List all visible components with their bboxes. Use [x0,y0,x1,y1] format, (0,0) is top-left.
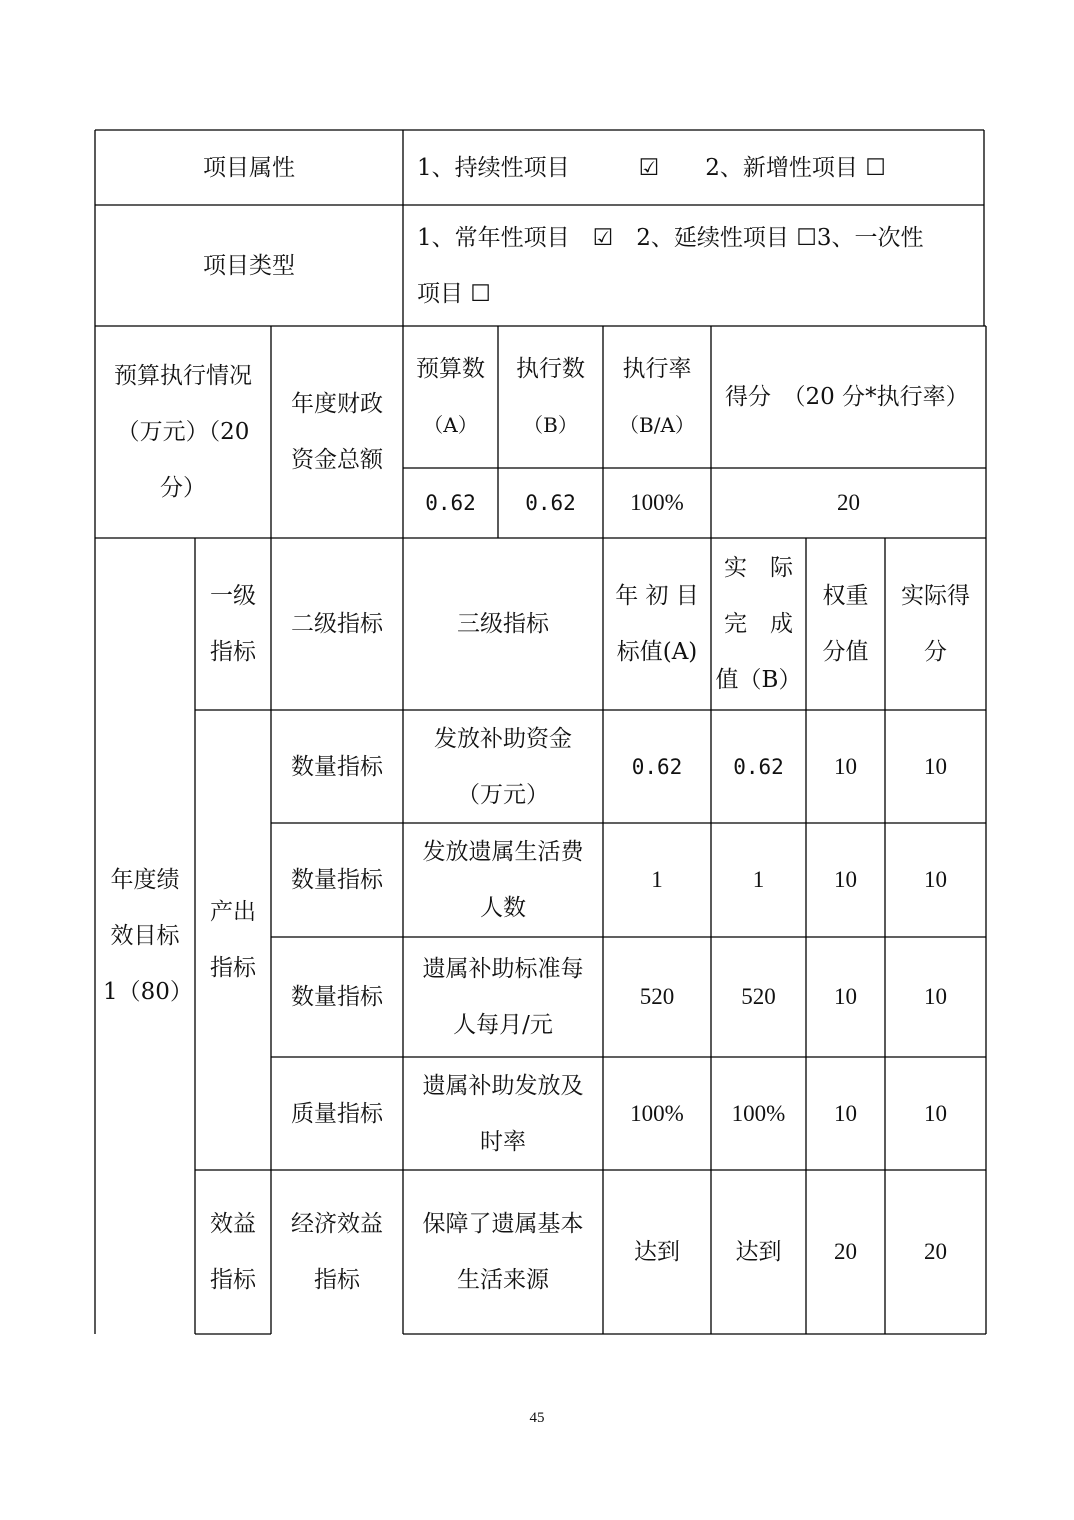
weight-header-line1: 权重 [822,583,869,609]
project-attribute-value-text: 1、持续性项目 ☑ 2、新增性项目 ☐ [417,154,886,181]
row4-level3-line2: 时率 [480,1128,526,1155]
table-row-3-level3 [403,937,603,1057]
execution-amount-header [498,326,603,468]
row4-score-text: 10 [924,1100,947,1126]
row1-weight-text: 10 [834,753,857,779]
table-row-3-target [603,937,711,1057]
row5-level2-line2: 指标 [314,1267,360,1293]
score-value-text: 20 [837,490,860,515]
budget-label-line1: 预算执行情况 [114,363,252,389]
table-row-3-score [885,937,986,1057]
perf-label-line2: 效目标 [110,923,180,949]
row5-level3-line2: 生活来源 [457,1267,549,1293]
row2-level2-text: 数量指标 [291,867,383,893]
row1-score-text: 10 [924,753,947,779]
row2-level3-line2: 人数 [480,895,526,921]
table-row-3-level2 [271,937,403,1057]
fund-label-line1: 年度财政 [291,391,383,417]
table-row-5-level2 [271,1170,403,1334]
row1-target-text: 0.62 [631,754,683,779]
row1-level2-text: 数量指标 [291,753,383,780]
execution-rate-value-text: 100% [630,490,684,515]
table-row-3-weight [806,937,885,1057]
row3-level3-line2: 人每月/元 [453,1012,553,1038]
actual-header-line1: 实 际 [724,555,793,581]
table-row-1-actual [711,710,806,823]
budget-amount-header-text: 预算数 [416,356,485,382]
level1-indicator-header [195,538,271,710]
project-type-label [95,205,403,326]
target-header-line2: 标值(A) [616,639,698,665]
table-row-2-actual [711,823,806,937]
row5-level3-line1: 保障了遗属基本 [422,1211,584,1237]
project-type-value [403,205,984,326]
row5-actual-text: 达到 [735,1239,782,1265]
project-attribute-value [403,130,984,205]
budget-label-line2: （万元）（20 [116,419,250,445]
project-attribute-label [95,130,403,205]
output-group-line2: 指标 [210,955,256,981]
budget-amount-value [403,468,498,538]
row2-target-text: 1 [651,867,663,892]
row3-actual-text: 520 [741,984,776,1009]
row1-level3-line2: （万元） [457,781,549,808]
execution-amount-header-text: 执行数 [516,356,585,382]
output-indicator-group [195,710,271,1170]
row5-level2-line1: 经济效益 [291,1211,383,1237]
table-row-4-level3 [403,1057,603,1170]
execution-rate-header [603,326,711,468]
actual-score-header [885,538,986,710]
level2-header-text: 二级指标 [291,611,383,637]
level3-header-text: 三级指标 [457,611,549,637]
table-row-2-target [603,823,711,937]
execution-rate-value [603,468,711,538]
weight-header-line2: 分值 [822,639,869,665]
actual-score-header-line2: 分 [924,639,947,665]
execution-amount-header-sub: （B） [523,413,578,437]
table-row-1-weight [806,710,885,823]
output-group-line1: 产出 [210,899,256,925]
actual-header-line2: 完 成 [724,611,793,637]
actual-score-header-line1: 实际得 [901,583,970,609]
table-row-1-level3 [403,710,603,823]
execution-amount-value [498,468,603,538]
row4-target-text: 100% [630,1100,684,1126]
row5-target-text: 达到 [634,1239,680,1265]
level2-indicator-header [271,538,403,710]
table-row-5-level3 [403,1170,603,1334]
score-value [711,468,986,538]
benefit-indicator-group [195,1170,271,1334]
annual-performance-label [95,538,195,1334]
table-row-1-score [885,710,986,823]
perf-label-line1: 年度绩 [110,867,180,893]
row2-level3-line1: 发放遗属生活费 [422,839,584,865]
row1-level3-line1: 发放补助资金 [434,725,572,752]
row1-actual-text: 0.62 [733,754,784,779]
page-number: 45 [529,1410,545,1426]
table-row-5-score [885,1170,986,1334]
budget-execution-label [95,326,271,538]
project-type-value-line1: 1、常年性项目 ☑ 2、延续性项目 ☐3、一次性 [417,224,924,251]
table-row-5-weight [806,1170,885,1334]
row4-weight-text: 10 [834,1100,857,1126]
weight-header [806,538,885,710]
project-attribute-label-text: 项目属性 [203,154,295,181]
row2-score-text: 10 [924,867,947,892]
row3-score-text: 10 [924,984,947,1009]
level3-indicator-header [403,538,603,710]
budget-label-line3: 分） [160,475,206,501]
table-row-2-weight [806,823,885,937]
row2-actual-text: 1 [752,867,765,892]
perf-label-line3: 1（80） [103,979,193,1005]
budget-amount-header-sub: （A） [423,413,478,437]
budget-amount-header [403,326,498,468]
row5-score-text: 20 [924,1239,947,1264]
score-header [711,326,986,468]
level1-header-line2: 指标 [210,639,256,665]
row2-weight-text: 10 [834,867,857,892]
row3-target-text: 520 [639,984,675,1009]
fund-label-line2: 资金总额 [291,447,383,473]
actual-header-line3: 值（B） [715,667,802,693]
execution-rate-header-sub: （B/A） [619,413,695,437]
target-header-line1: 年 初 目 [615,583,699,609]
row4-level2-text: 质量指标 [291,1100,383,1127]
execution-rate-header-text: 执行率 [622,356,692,382]
benefit-group-line2: 指标 [210,1267,256,1293]
table-row-4-weight [806,1057,885,1170]
table-row-5-target [603,1170,711,1334]
row4-level3-line1: 遗属补助发放及 [422,1072,584,1099]
project-type-value-line2: 项目 ☐ [417,280,491,307]
score-header-text: 得分 （20 分*执行率） [725,384,969,410]
table-row-4-score [885,1057,986,1170]
benefit-group-line1: 效益 [210,1211,256,1237]
table-row-4-actual [711,1057,806,1170]
level1-header-line1: 一级 [210,583,256,609]
row3-level3-line1: 遗属补助标准每 [422,956,584,982]
table-row-2-level3 [403,823,603,937]
project-type-label-text: 项目类型 [203,252,295,279]
target-value-header [603,538,711,710]
table-row-1-level2 [271,710,403,823]
table-row-4-level2 [271,1057,403,1170]
row3-weight-text: 10 [834,984,857,1009]
actual-value-header [711,538,806,710]
row4-actual-text: 100% [731,1100,786,1126]
table-row-3-actual [711,937,806,1057]
budget-amount-value-text: 0.62 [425,491,476,515]
execution-amount-value-text: 0.62 [525,491,576,515]
row3-level2-text: 数量指标 [291,984,383,1010]
row5-weight-text: 20 [834,1239,857,1264]
table-row-4-target [603,1057,711,1170]
table-row-2-level2 [271,823,403,937]
annual-fund-total-label [271,326,403,538]
table-row-2-score [885,823,986,937]
table-row-5-actual [711,1170,806,1334]
table-row-1-target [603,710,711,823]
